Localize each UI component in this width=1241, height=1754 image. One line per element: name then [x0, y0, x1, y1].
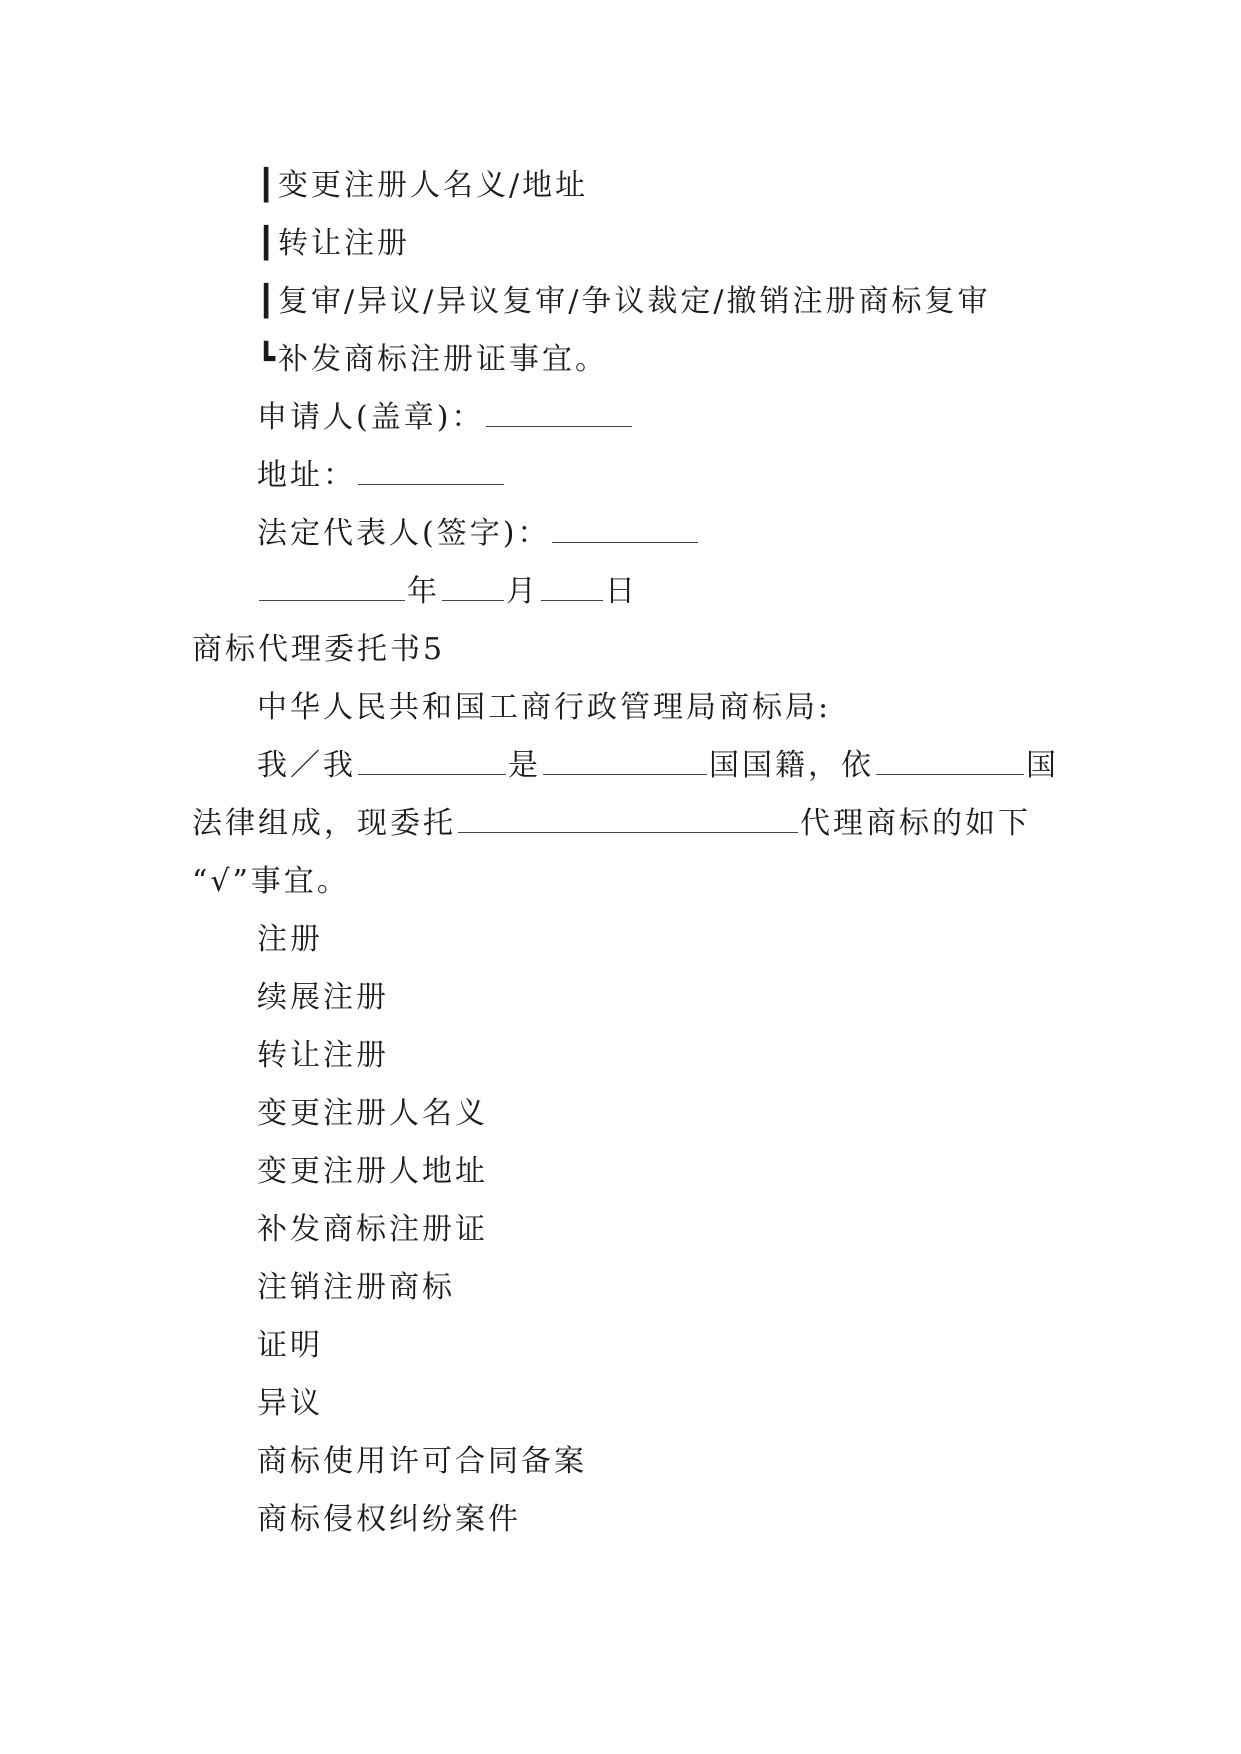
matter-item: 变更注册人名义: [257, 1096, 488, 1131]
option-review: ┃复审/异议/异议复审/争议裁定/撤销注册商标复审: [257, 284, 991, 319]
nationality-blank[interactable]: [543, 746, 707, 775]
matter-item: 商标侵权纠纷案件: [257, 1502, 521, 1537]
matter-item: 注销注册商标: [257, 1270, 455, 1305]
month-blank[interactable]: [442, 572, 504, 601]
month-label: 月: [506, 574, 539, 609]
body-text: 国国籍，依: [709, 748, 874, 783]
applicant-line: [257, 396, 634, 440]
day-blank[interactable]: [541, 572, 603, 601]
day-label: 日: [605, 574, 638, 609]
agent-blank[interactable]: [458, 804, 798, 833]
date-line: [257, 570, 638, 614]
matter-item: 续展注册: [257, 980, 389, 1015]
matter-item: 转让注册: [257, 1038, 389, 1073]
body-text: 国: [1026, 748, 1059, 783]
year-blank[interactable]: [259, 572, 405, 601]
applicant-label: 申请人(盖章)：: [257, 400, 485, 435]
body-line-2: [192, 802, 1031, 846]
option-change-name-address: ┃变更注册人名义/地址: [257, 168, 589, 203]
option-transfer: ┃转让注册: [257, 226, 411, 261]
address-line: [257, 454, 506, 498]
body-line-1: [257, 744, 1059, 788]
matter-item: 注册: [257, 922, 323, 957]
applicant-blank[interactable]: [486, 398, 632, 427]
address-blank[interactable]: [358, 456, 504, 485]
section-title: 商标代理委托书5: [192, 632, 446, 667]
matter-item: 异议: [257, 1386, 323, 1421]
year-label: 年: [407, 574, 440, 609]
option-reissue: ┗补发商标注册证事宜。: [257, 342, 609, 377]
matter-item: 补发商标注册证: [257, 1212, 488, 1247]
matter-item: 变更注册人地址: [257, 1154, 488, 1189]
body-text: 是: [508, 748, 541, 783]
name-blank[interactable]: [358, 746, 506, 775]
body-text: 代理商标的如下: [800, 806, 1031, 841]
rep-line: [257, 512, 700, 556]
rep-blank[interactable]: [552, 514, 698, 543]
matter-item: 证明: [257, 1328, 323, 1363]
law-country-blank[interactable]: [876, 746, 1024, 775]
matter-item: 商标使用许可合同备案: [257, 1444, 587, 1479]
body-text: 我／我: [257, 748, 356, 783]
body-line-3: “√”事宜。: [192, 864, 350, 899]
rep-label: 法定代表人(签字)：: [257, 516, 551, 551]
addressee: 中华人民共和国工商行政管理局商标局:: [257, 690, 832, 725]
body-text: 法律组成，现委托: [192, 806, 456, 841]
address-label: 地址：: [257, 458, 356, 493]
